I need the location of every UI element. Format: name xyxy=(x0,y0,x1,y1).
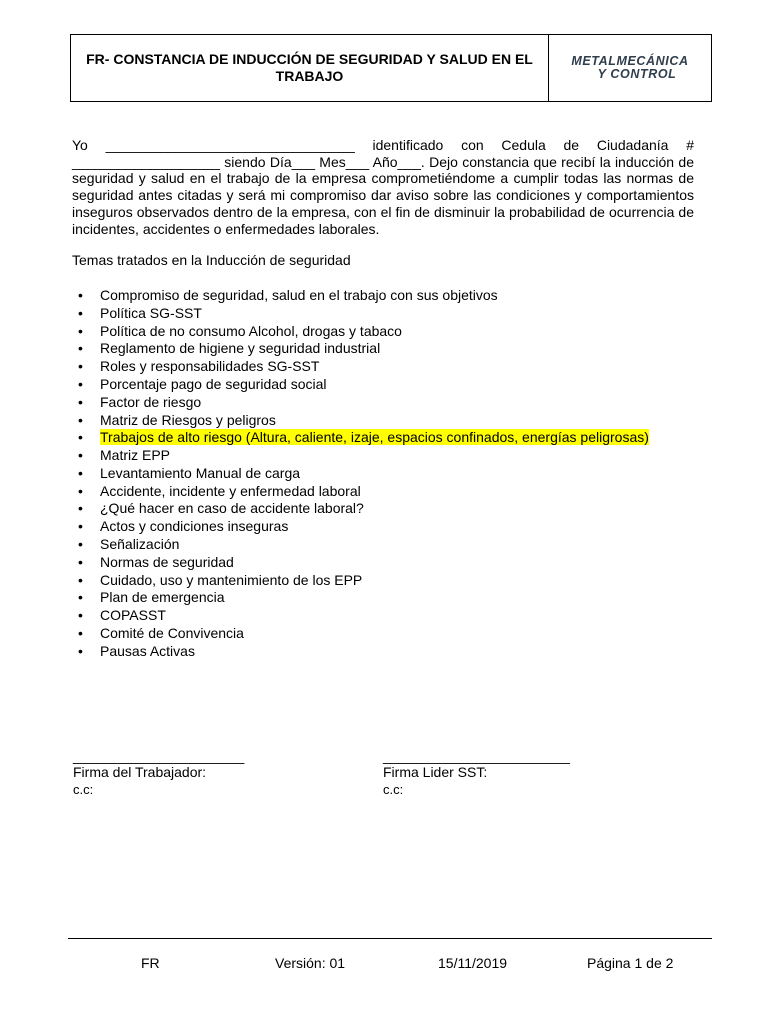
footer-code: FR xyxy=(141,955,160,971)
sst-leader-id-label: c.c: xyxy=(383,782,404,797)
list-item: • Política SG-SST xyxy=(72,305,694,322)
list-item: • Actos y condiciones inseguras xyxy=(72,518,694,535)
document-header xyxy=(70,34,712,102)
list-item: • Comité de Convivencia xyxy=(72,625,694,642)
list-item: • Factor de riesgo xyxy=(72,394,694,411)
sst-leader-signature-block xyxy=(383,748,570,798)
topics-heading: Temas tratados en la Inducción de seguridad xyxy=(72,252,351,269)
list-item: • Reglamento de higiene y seguridad industrial xyxy=(72,340,694,357)
list-item: • Compromiso de seguridad, salud en el trabajo con sus objetivos xyxy=(72,287,694,304)
intro-paragraph: Yo ________________________________ identificado con Cedula de Ciudadanía # ___________________ siendo Día___ Mes___ Año___. Dejo constancia que recibí la inducción de seguridad y salud en el trabajo de la empresa comprometiéndome a cumplir todas las normas de seguridad antes citadas y será mi compromiso dar aviso sobre las condiciones y comportamientos inseguros observados dentro de la empresa, con el fin de disminuir la probabilidad de ocurrencia de incidentes, accidentes o enfermedades laborales. xyxy=(72,137,694,237)
list-item: • Accidente, incidente y enfermedad laboral xyxy=(72,483,694,500)
list-item: • Matriz EPP xyxy=(72,447,694,464)
list-item: • Porcentaje pago de seguridad social xyxy=(72,376,694,393)
footer-divider xyxy=(68,938,712,939)
worker-id-label: c.c: xyxy=(73,782,94,797)
list-item: • Normas de seguridad xyxy=(72,554,694,571)
list-item: • ¿Qué hacer en caso de accidente laboral? xyxy=(72,500,694,517)
list-item: • COPASST xyxy=(72,607,694,624)
footer-page-number: Página 1 de 2 xyxy=(587,955,674,971)
sst-leader-signature-line: ________________________ xyxy=(383,748,570,764)
logo-line-1: METALMECÁNICA xyxy=(571,54,689,68)
worker-signature-label: Firma del Trabajador: xyxy=(73,764,207,780)
list-item: • Política de no consumo Alcohol, drogas y tabaco xyxy=(72,323,694,340)
worker-signature-block xyxy=(73,748,244,798)
list-item: • Plan de emergencia xyxy=(72,589,694,606)
list-item: • Pausas Activas xyxy=(72,643,694,660)
list-item: • Cuidado, uso y mantenimiento de los EPP xyxy=(72,572,694,589)
document-body xyxy=(72,137,694,661)
topics-list xyxy=(72,287,694,660)
company-logo-text xyxy=(571,55,688,81)
list-item-highlighted: • Trabajos de alto riesgo (Altura, caliente, izaje, espacios confinados, energías peligrosas) xyxy=(72,429,694,446)
footer-version: Versión: 01 xyxy=(275,955,346,971)
document-title: FR- CONSTANCIA DE INDUCCIÓN DE SEGURIDAD Y SALUD EN EL TRABAJO xyxy=(71,35,549,101)
logo-line-2: Y CONTROL xyxy=(597,67,677,81)
list-item: • Señalización xyxy=(72,536,694,553)
list-item: • Levantamiento Manual de carga xyxy=(72,465,694,482)
worker-signature-line: ______________________ xyxy=(73,748,245,764)
sst-leader-signature-label: Firma Lider SST: xyxy=(383,764,488,780)
list-item: • Roles y responsabilidades SG-SST xyxy=(72,358,694,375)
list-item: • Matriz de Riesgos y peligros xyxy=(72,412,694,429)
company-logo xyxy=(549,35,711,101)
footer-date: 15/11/2019 xyxy=(438,955,508,971)
